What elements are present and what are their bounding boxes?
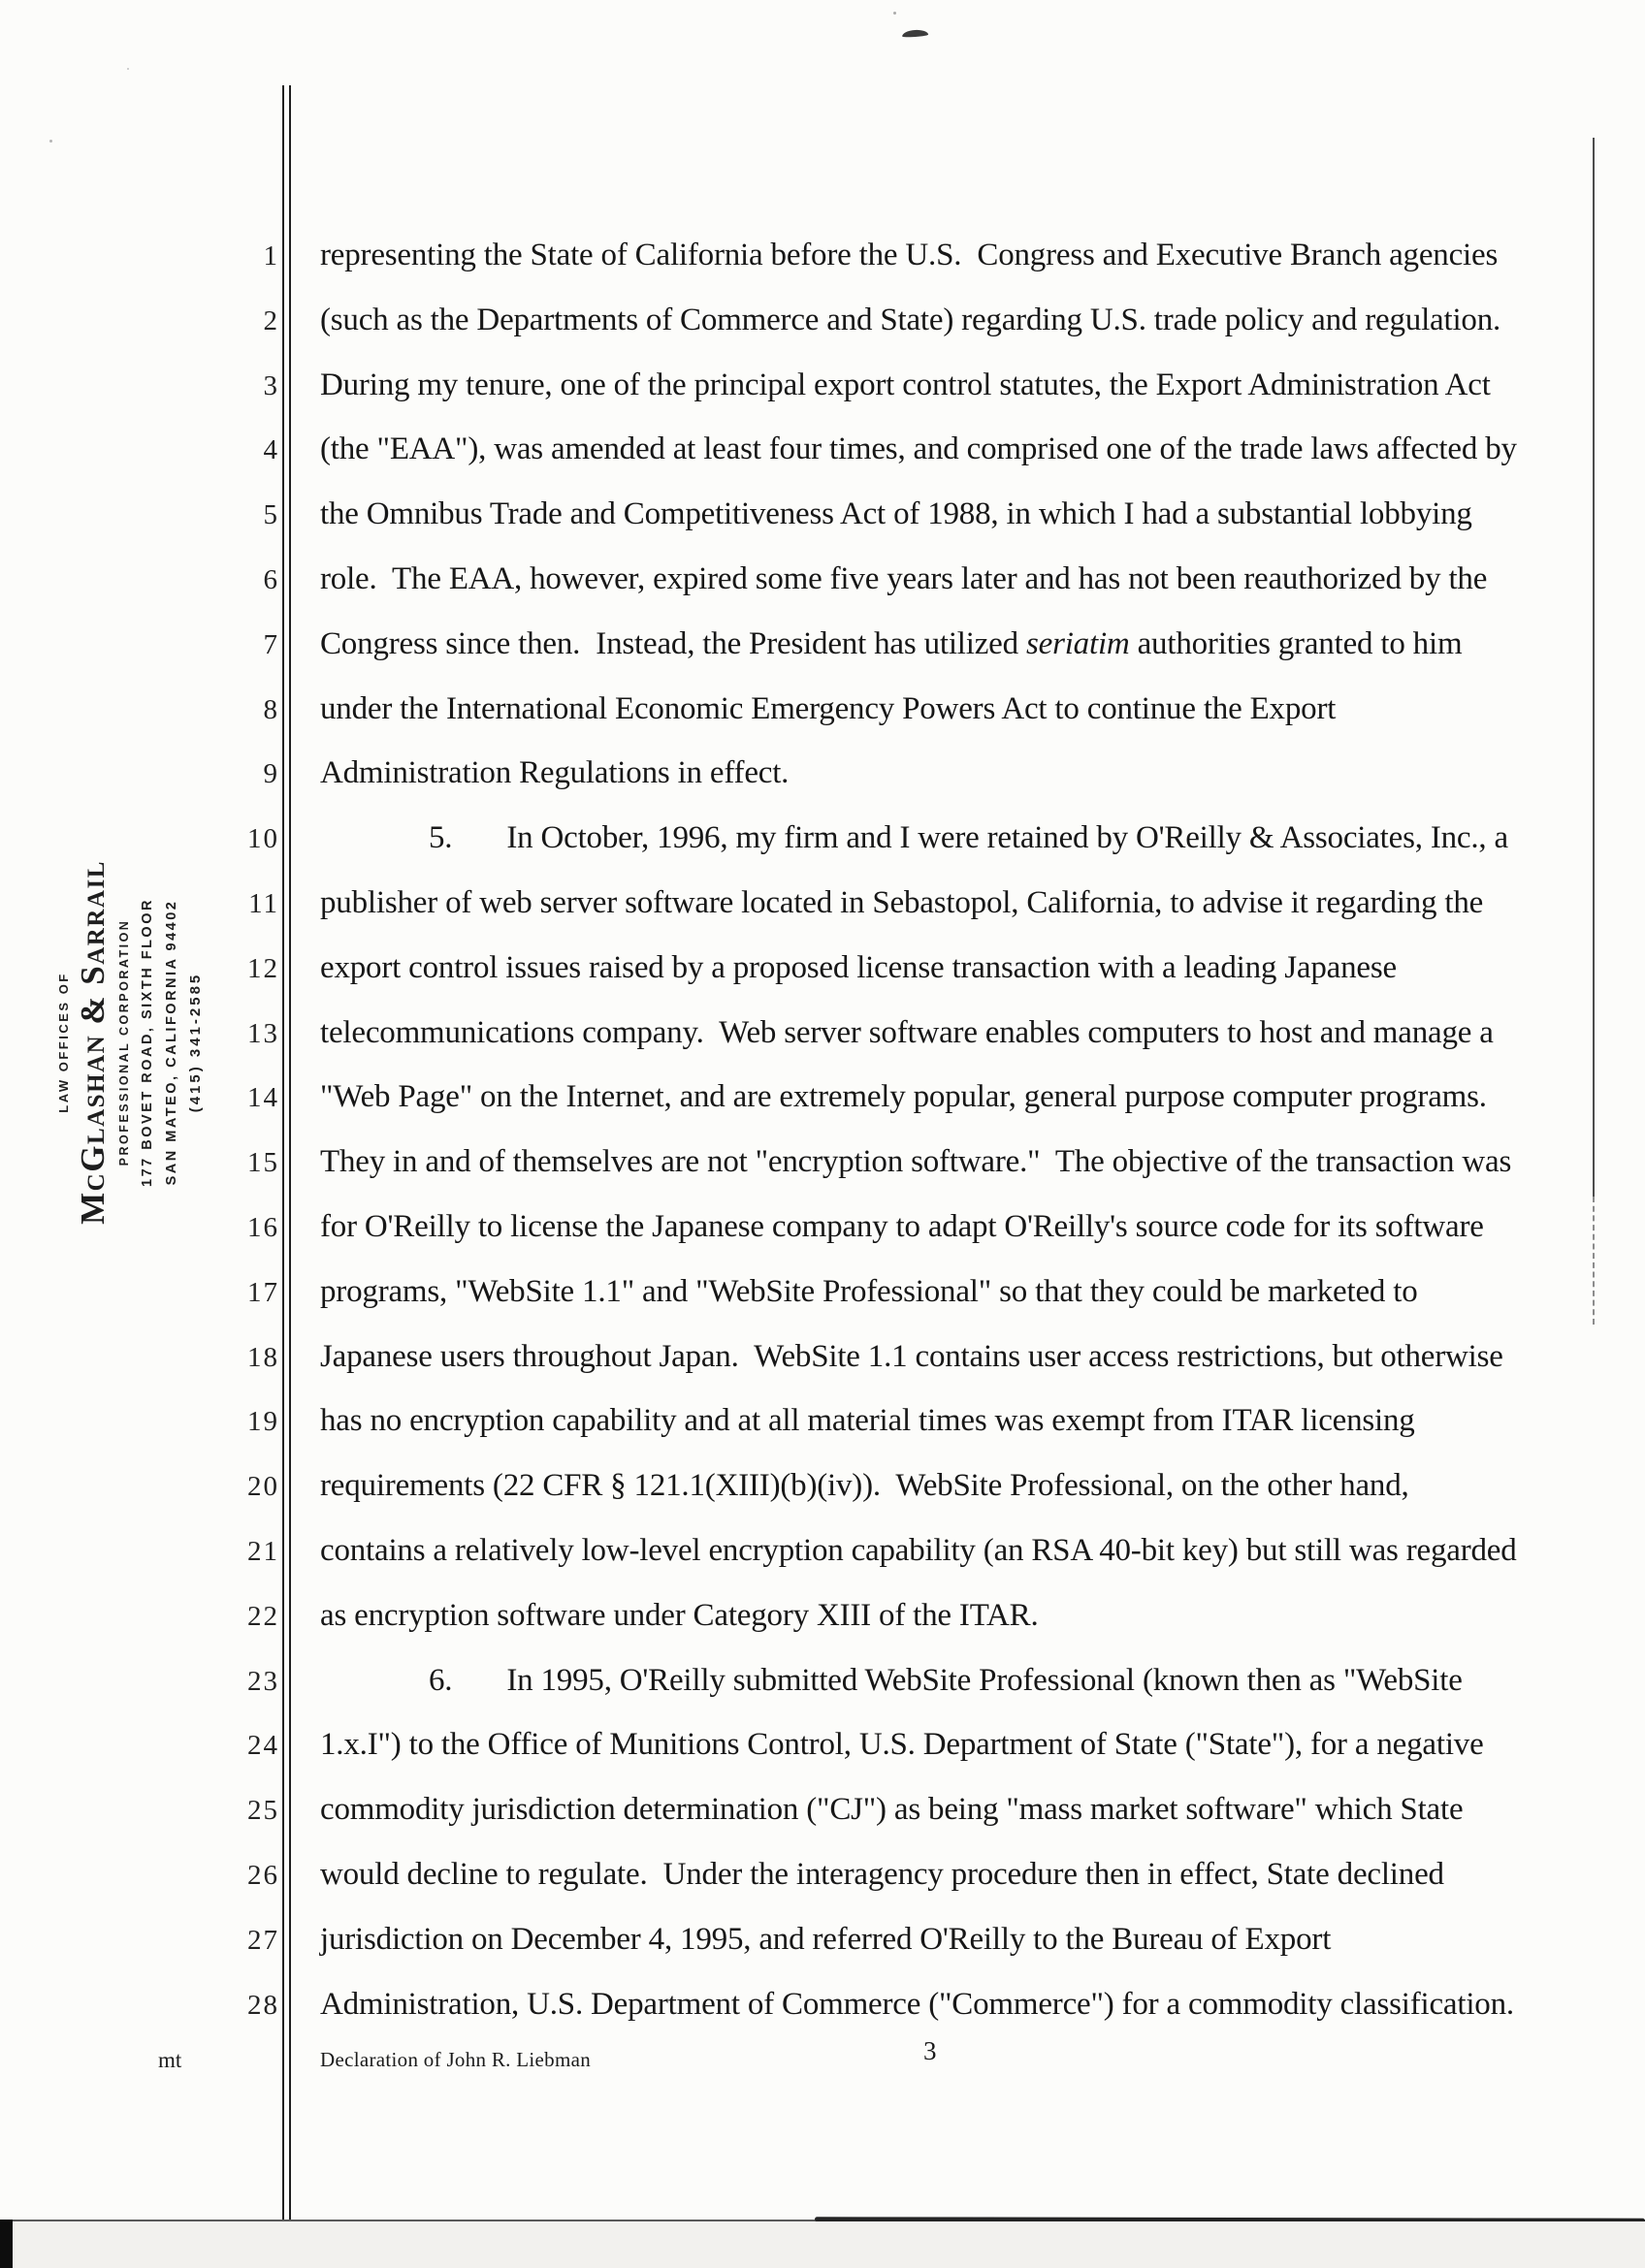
pleading-line xyxy=(221,1907,1517,1972)
pleading-line xyxy=(221,871,1517,936)
scanner-edge-strip xyxy=(0,2220,13,2268)
typist-initials: mt xyxy=(158,2048,182,2072)
line-text: export control issues raised by a proposed license transaction with a leading Japanese xyxy=(320,949,1397,985)
line-text xyxy=(320,1648,1463,1713)
pleading-line xyxy=(221,417,1517,482)
pleading-line xyxy=(221,1130,1517,1195)
letterhead-firm-name: McGlashan & Sarrail xyxy=(74,860,112,1225)
pleading-line xyxy=(221,1842,1517,1907)
line-number: 23 xyxy=(247,1665,279,1697)
scan-artifact-dash xyxy=(902,29,928,38)
pleading-line xyxy=(221,806,1517,871)
line-text: jurisdiction on December 4, 1995, and referred O'Reilly to the Bureau of Export xyxy=(320,1921,1332,1957)
right-page-edge-line xyxy=(1593,138,1595,1197)
line-text: as encryption software under Category XIII of the ITAR. xyxy=(320,1597,1039,1633)
letterhead-corporation-line: PROFESSIONAL CORPORATION xyxy=(117,918,131,1166)
line-number: 26 xyxy=(247,1859,279,1891)
line-text: for O'Reilly to license the Japanese company to adapt O'Reilly's source code for its software xyxy=(320,1208,1484,1244)
pleading-line xyxy=(221,1583,1517,1648)
line-number: 18 xyxy=(247,1341,279,1373)
pleading-line xyxy=(221,1777,1517,1842)
line-number: 14 xyxy=(247,1082,279,1114)
line-text: publisher of web server software located in Sebastopol, California, to advise it regarding the xyxy=(320,884,1484,920)
line-number: 25 xyxy=(247,1795,279,1827)
line-number: 19 xyxy=(247,1406,279,1438)
pleading-line xyxy=(221,741,1517,806)
scanner-background xyxy=(0,2221,1645,2268)
pleading-line xyxy=(221,1001,1517,1066)
line-number: 4 xyxy=(263,434,279,466)
page-number: 3 xyxy=(923,2036,937,2065)
letterhead-office-line: LAW OFFICES OF xyxy=(56,972,71,1113)
letterhead-phone: (415) 341-2585 xyxy=(187,972,204,1113)
letterhead xyxy=(54,848,204,1236)
paragraph-number: 6. xyxy=(429,1662,453,1698)
line-number: 17 xyxy=(247,1276,279,1308)
scan-speck xyxy=(893,12,896,15)
pleading-line xyxy=(221,612,1517,677)
line-text: commodity jurisdiction determination ("CJ") as being "mass market software" which State xyxy=(320,1792,1464,1828)
line-number: 15 xyxy=(247,1147,279,1179)
pleading-line xyxy=(221,288,1517,353)
paragraph-number: 5. xyxy=(429,820,453,856)
pleading-line xyxy=(221,936,1517,1001)
line-number: 6 xyxy=(263,563,279,595)
pleading-line xyxy=(221,677,1517,742)
line-number: 8 xyxy=(263,693,279,725)
line-text: They in and of themselves are not "encryption software." The objective of the transaction was xyxy=(320,1144,1512,1180)
line-text: Japanese users throughout Japan. WebSite 1.1 contains user access restrictions, but otherwise xyxy=(320,1338,1503,1374)
line-text: the Omnibus Trade and Competitiveness Act of 1988, in which I had a substantial lobbying xyxy=(320,496,1472,532)
line-text: programs, "WebSite 1.1" and "WebSite Professional" so that they could be marketed to xyxy=(320,1273,1418,1309)
letterhead-city-address: SAN MATEO, CALIFORNIA 94402 xyxy=(164,899,179,1186)
line-text: Administration, U.S. Department of Commerce ("Commerce") for a commodity classification. xyxy=(320,1986,1514,2022)
pleading-line xyxy=(221,1260,1517,1325)
line-text: Administration Regulations in effect. xyxy=(320,755,790,791)
line-number: 3 xyxy=(263,369,279,401)
line-number: 24 xyxy=(247,1730,279,1762)
line-number: 10 xyxy=(247,823,279,855)
line-text-segment: authorities granted to him xyxy=(1129,625,1463,661)
pleading-line xyxy=(221,1389,1517,1453)
pleading-line xyxy=(221,353,1517,418)
line-number: 28 xyxy=(247,1989,279,2021)
pleading-line xyxy=(221,1065,1517,1130)
pleading-line xyxy=(221,1453,1517,1518)
line-text: During my tenure, one of the principal export control statutes, the Export Administration Act xyxy=(320,367,1491,402)
line-text: contains a relatively low-level encryption capability (an RSA 40-bit key) but still was regarded xyxy=(320,1532,1517,1568)
pleading-line xyxy=(221,1195,1517,1260)
letterhead-street-address: 177 BOVET ROAD, SIXTH FLOOR xyxy=(140,898,155,1187)
line-number: 1 xyxy=(263,240,279,272)
line-number: 12 xyxy=(247,952,279,984)
line-number: 11 xyxy=(248,887,279,919)
line-text-segment: Congress since then. Instead, the President has utilized xyxy=(320,625,1026,661)
line-text: role. The EAA, however, expired some five years later and has not been reauthorized by the xyxy=(320,560,1488,596)
line-text: requirements (22 CFR § 121.1(XIII)(b)(iv)). WebSite Professional, on the other hand, xyxy=(320,1468,1409,1504)
pleading-line xyxy=(221,1518,1517,1583)
line-number: 7 xyxy=(263,628,279,660)
pleading-line xyxy=(221,482,1517,547)
scan-speck xyxy=(127,68,129,70)
line-number: 21 xyxy=(247,1535,279,1567)
line-text xyxy=(320,806,1508,871)
pleading-line xyxy=(221,223,1517,288)
line-text: "Web Page" on the Internet, and are extremely popular, general purpose computer programs. xyxy=(320,1079,1487,1115)
document-title-footer: Declaration of John R. Liebman xyxy=(320,2048,592,2071)
line-number: 2 xyxy=(263,304,279,336)
line-text: (such as the Departments of Commerce and State) regarding U.S. trade policy and regulation. xyxy=(320,302,1501,337)
line-number: 16 xyxy=(247,1211,279,1243)
line-text-segment: In October, 1996, my firm and I were retained by O'Reilly & Associates, Inc., a xyxy=(506,820,1508,856)
line-number: 5 xyxy=(263,499,279,531)
line-text: representing the State of California before the U.S. Congress and Executive Branch agencies xyxy=(320,238,1499,272)
pleading-line xyxy=(221,1972,1517,2037)
line-text: telecommunications company. Web server software enables computers to host and manage a xyxy=(320,1014,1494,1050)
right-page-edge-line-dashed xyxy=(1593,1197,1595,1325)
line-number: 22 xyxy=(247,1600,279,1632)
line-text-segment: In 1995, O'Reilly submitted WebSite Professional (known then as "WebSite xyxy=(506,1662,1463,1698)
line-number: 20 xyxy=(247,1471,279,1503)
line-text: under the International Economic Emergency Powers Act to continue the Export xyxy=(320,690,1337,726)
line-text: has no encryption capability and at all material times was exempt from ITAR licensing xyxy=(320,1403,1415,1439)
pleading-line xyxy=(221,1712,1517,1777)
pleading-line xyxy=(221,1325,1517,1390)
pleading-line xyxy=(221,1648,1517,1713)
scan-speck xyxy=(49,140,52,143)
line-number: 13 xyxy=(247,1017,279,1049)
line-number: 9 xyxy=(263,758,279,790)
line-text-italic-word: seriatim xyxy=(1025,625,1130,661)
line-text: 1.x.I") to the Office of Munitions Control, U.S. Department of State ("State"), for a negative xyxy=(320,1727,1484,1763)
pleading-line xyxy=(221,547,1517,612)
line-number: 27 xyxy=(247,1924,279,1956)
line-text xyxy=(320,612,1462,677)
line-text: would decline to regulate. Under the interagency procedure then in effect, State declined xyxy=(320,1856,1444,1892)
line-text: (the "EAA"), was amended at least four times, and comprised one of the trade laws affected by xyxy=(320,431,1517,467)
pleading-body xyxy=(221,223,1517,2036)
